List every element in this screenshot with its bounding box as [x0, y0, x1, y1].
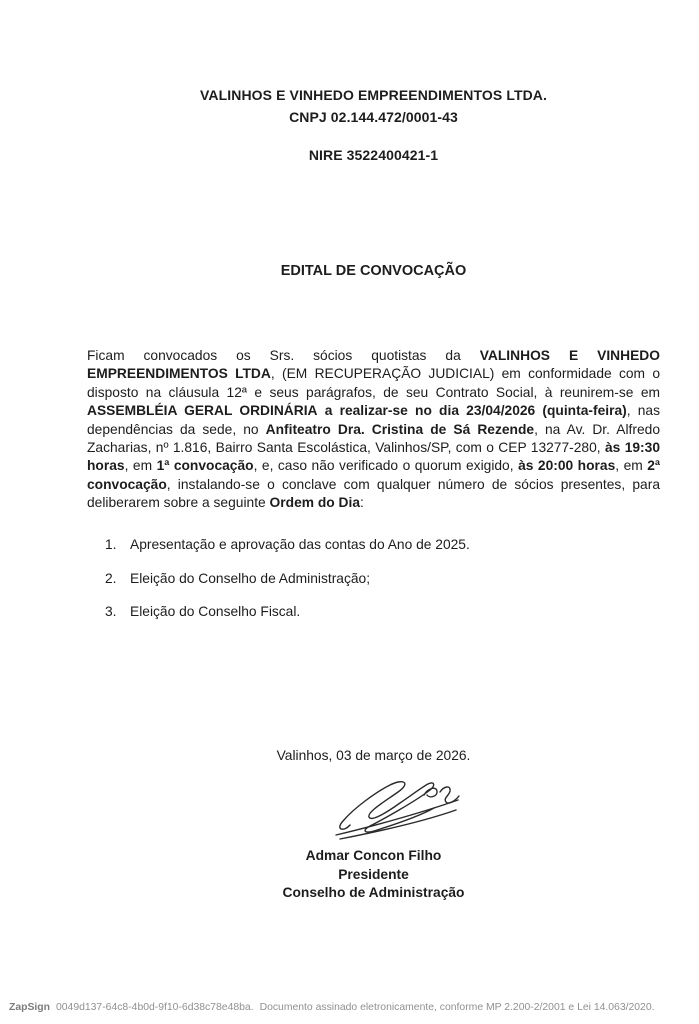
zapsign-brand: ZapSign — [9, 1002, 50, 1013]
body-text-run: Ordem do Dia — [269, 495, 361, 511]
agenda-list — [105, 536, 645, 637]
body-text-run: , em — [615, 458, 648, 474]
body-paragraph — [87, 347, 660, 513]
body-text-run: 1ª convocação — [156, 458, 254, 474]
body-text-run: , em — [124, 458, 157, 474]
agenda-item — [105, 570, 645, 589]
body-text-run — [318, 403, 325, 418]
date-line: Valinhos, 03 de março de 2026. — [276, 748, 471, 763]
body-text-run: Ficam convocados os Srs. sócios quotistas da — [87, 348, 480, 363]
body-text-run: a realizar-se no dia 23/04/2026 (quinta-feira) — [324, 403, 627, 419]
agenda-item-number: 3. — [105, 604, 117, 619]
company-nire: NIRE 3522400421-1 — [308, 147, 439, 163]
signer-block — [87, 847, 660, 903]
body-text-run: , e, caso não verificado o quorum exigido, — [253, 458, 519, 474]
agenda-item — [105, 536, 645, 555]
body-text-run: às 19:30 horas — [87, 440, 660, 474]
body-text-run: , instalando-se o conclave com qualquer número de sócios presentes, para deliberarem sobre a seguinte — [87, 476, 660, 511]
company-cnpj: CNPJ 02.144.472/0001-43 — [289, 109, 458, 125]
signature-image — [306, 770, 468, 844]
body-text-run: 2ª convocação — [87, 458, 661, 492]
signer-role: Presidente — [338, 866, 409, 882]
footer-legal-note: Documento assinado eletronicamente, conforme MP 2.200-2/2001 e Lei 14.063/2020. — [259, 1002, 655, 1013]
agenda-item-number: 1. — [105, 537, 117, 552]
company-name: VALINHOS E VINHEDO EMPREENDIMENTOS LTDA. — [199, 87, 548, 103]
signer-name: Admar Concon Filho — [305, 848, 442, 863]
agenda-item-text: Apresentação e aprovação das contas do Ano de 2025. — [130, 537, 470, 552]
body-text-run: às 20:00 horas — [518, 458, 616, 474]
agenda-item-text: Eleição do Conselho de Administração; — [130, 570, 371, 586]
agenda-item — [105, 603, 645, 622]
footer-signature-stamp — [9, 1002, 699, 1013]
body-text-run: VALINHOS E VINHEDO EMPREENDIMENTOS LTDA — [87, 348, 660, 382]
body-text-run: Anfiteatro Dra. Cristina de Sá Rezende — [265, 421, 535, 437]
body-text-run: ASSEMBLÉIA GERAL ORDINÁRIA — [87, 403, 318, 419]
body-text-run: , nas dependências da sede, no — [87, 403, 660, 437]
body-text-run: : — [360, 495, 364, 511]
signer-org: Conselho de Administração — [282, 885, 465, 900]
signature-scribble-icon — [306, 770, 468, 844]
page-title: EDITAL DE CONVOCAÇÃO — [280, 263, 467, 279]
body-text-run: , na Av. Dr. Alfredo Zacharias, nº 1.816, Bairro Santa Escolástica, Valinhos/SP, com o CEP 13277-280, — [87, 421, 660, 456]
document-id: 0049d137-64c8-4b0d-9f10-6d38c78e48ba. — [55, 1002, 254, 1013]
agenda-item-text: Eleição do Conselho Fiscal. — [130, 604, 301, 619]
agenda-item-number: 2. — [105, 570, 117, 586]
body-text-run: , (EM RECUPERAÇÃO JUDICIAL) em conformidade com o disposto na cláusula 12ª e seus parágrafos, de seu Contrato Social, à reunirem-se em — [87, 366, 661, 400]
